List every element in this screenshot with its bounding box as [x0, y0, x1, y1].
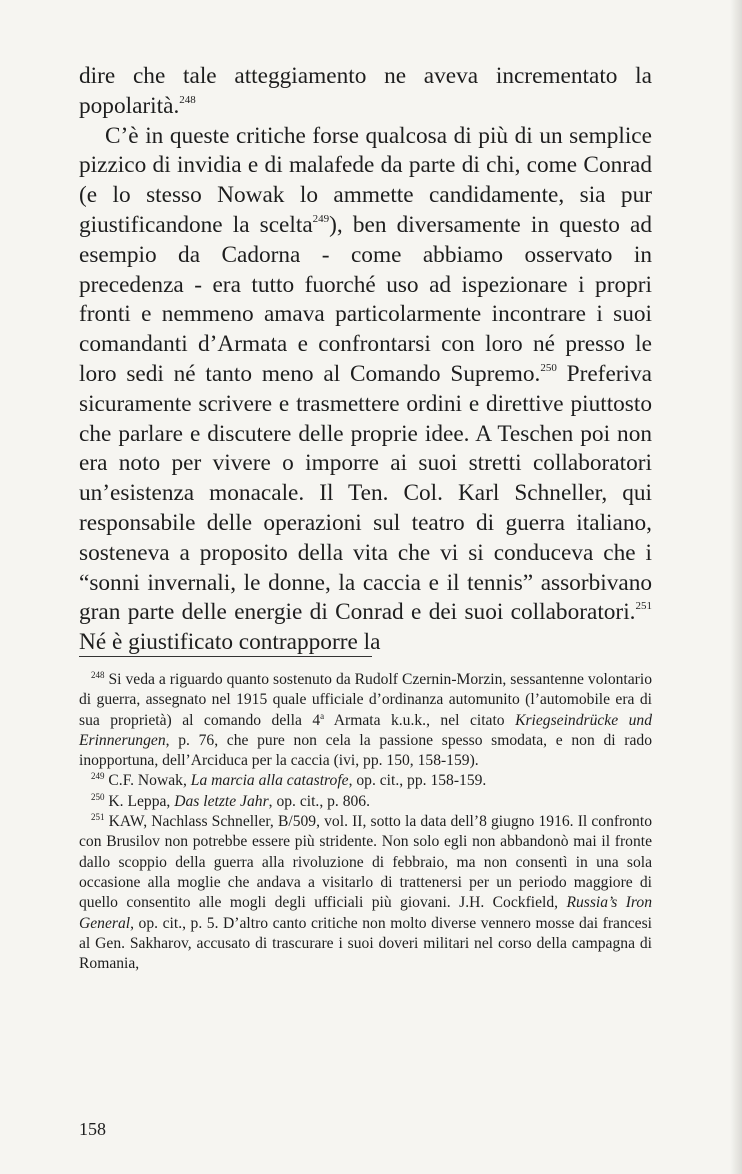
footnote-ref-250: 250	[540, 361, 557, 374]
footnote-title: Kriegseindrücke und Erinnerungen	[79, 711, 653, 749]
paragraph-2-text-d: Né è giustificato contrapporre la	[79, 629, 381, 656]
footnote-251	[79, 812, 652, 974]
footnote-ref-251: 251	[635, 600, 652, 613]
footnote-superscript: a	[320, 710, 325, 721]
page-edge-shadow	[730, 0, 742, 1174]
footnote-title: La marcia alla catastrofe	[190, 772, 349, 790]
paragraph-1	[79, 62, 652, 122]
footnote-text: K. Leppa,	[104, 792, 175, 810]
footnote-text: , op. cit., p. 806.	[268, 792, 370, 810]
footnote-text: KAW, Nachlass Schneller, B/509, vol. II, sotto la data dell’8 giugno 1916. Il confronto con Brusilov non potrebbe essere più stridente. Non solo egli non abbandonò mai il fronte dallo scoppio della guerra alla rivoluzione di febbraio, ma non consentì in una sola occasione alla moglie che andava a visitarlo di trattenersi per un periodo maggiore di quello consentito alle mogli degli ufficiali più giovani. J.H. Cockfield,	[79, 813, 652, 912]
paragraph-2-text-a: C’è in queste critiche forse qualcosa di più di un semplice pizzico di invidia e di malafede da parte di chi, come Conrad (e lo stesso Nowak lo ammette candidamente, sia pur giustificandone la scelta	[79, 122, 652, 238]
footnote-text: C.F. Nowak,	[104, 772, 191, 790]
footnote-ref-248: 248	[179, 93, 196, 106]
footnote-250	[79, 792, 652, 812]
footnote-ref-249: 249	[312, 212, 330, 225]
footnote-text: Armata k.u.k., nel citato	[324, 711, 516, 729]
footnote-text: , p. 76, che pure non cela la passione spesso smodata, e non di rado inopportuna, dell’Arciduca per la caccia (ivi, pp. 150, 158-159).	[79, 731, 652, 770]
footnote-number: 250	[91, 791, 105, 802]
footnote-title: Das letzte Jahr	[174, 792, 269, 810]
main-text	[79, 62, 652, 658]
footnote-248	[79, 670, 652, 771]
paragraph-2-text-b: ), ben diversamente in questo ad esempio da Cadorna - come abbiamo osservato in precedenza - era tutto fuorché uso ad ispezionare i propri fronti e nemmeno amava particolarmente incontrare i suoi comandanti d’Armata e confrontarsi con loro né presso le loro sedi né tanto meno al Comando Supremo.	[79, 211, 652, 387]
footnote-number: 249	[91, 771, 105, 782]
paragraph-1-text: dire che tale atteggiamento ne aveva incrementato la popolarità.	[79, 63, 652, 119]
footnote-number: 251	[91, 812, 105, 823]
footnote-249	[79, 771, 652, 791]
footnote-text: Si veda a riguardo quanto sostenuto da Rudolf Czernin-Morzin, sessantenne volontario di guerra, assegnato nel 1915 quale ufficiale d’ordinanza automunito (l’automobile era di sua proprietà) al comando della 4	[79, 671, 652, 729]
paragraph-2	[79, 122, 652, 658]
footnote-text: , op. cit., p. 5. D’altro canto critiche non molto diverse vennero mosse dai francesi al Gen. Sakharov, accusato di trascurare i suoi doveri militari nel corso della campagna di Romania,	[79, 914, 652, 973]
footnotes	[79, 670, 652, 974]
page-number: 158	[79, 1119, 106, 1139]
footnote-separator	[79, 656, 372, 657]
footnote-title: Russia’s Iron General	[79, 894, 652, 932]
footnote-text: , op. cit., pp. 158-159.	[348, 772, 487, 790]
paragraph-2-text-c: Preferiva sicuramente scrivere e trasmettere ordini e direttive piuttosto che parlare e discutere delle proprie idee. A Teschen poi non era noto per vivere o imporre ai suoi stretti collaboratori un’esistenza monacale. Il Ten. Col. Karl Schneller, qui responsabile delle operazioni sul teatro di guerra italiano, sosteneva a proposito della vita che vi si conduceva che i “sonni invernali, le donne, la caccia e il tennis” assorbivano gran parte delle energie di Conrad e dei suoi collaboratori.	[79, 360, 652, 626]
footnote-number: 248	[91, 670, 105, 680]
